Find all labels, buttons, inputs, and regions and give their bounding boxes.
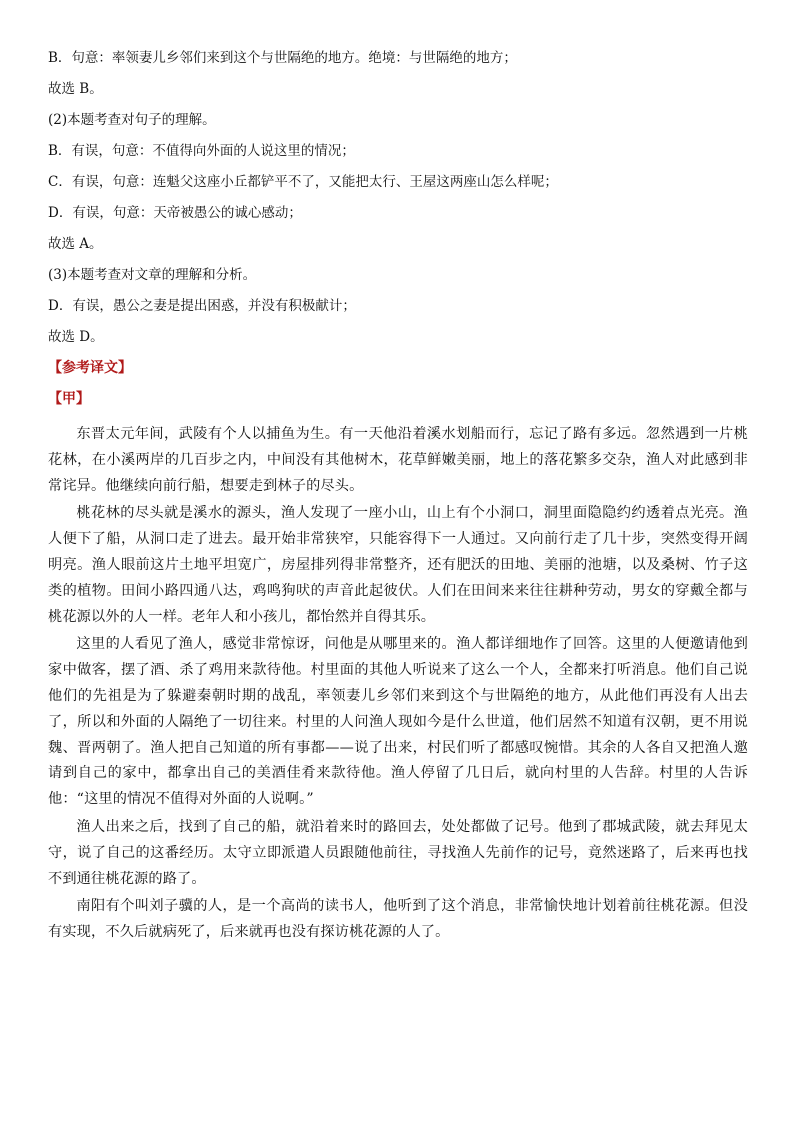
document-page (48, 50, 748, 948)
answer-line: C．有误，句意：连魁父这座小丘都铲平不了，又能把太行、王屋这两座山怎么样呢； (48, 174, 558, 190)
answer-line: D．有误，句意：天帝被愚公的诚心感动； (48, 205, 302, 221)
translation-paragraph: 东晋太元年间，武陵有个人以捕鱼为生。有一天他沿着溪水划船而行，忘记了路有多远。忽然遇到一片桃花林，在小溪两岸的几百步之内，中间没有其他树木，花草鲜嫩美丽，地上的落花繁多交杂，渔人对此感到非常诧异。他继续向前行船，想要走到林子的尽头。 (48, 426, 748, 494)
answer-line: B．句意：率领妻儿乡邻们来到这个与世隔绝的地方。绝境：与世隔绝的地方； (48, 50, 517, 66)
answer-line: 故选 A。 (48, 236, 103, 252)
answer-line: 故选 D。 (48, 329, 104, 345)
translation-paragraph: 渔人出来之后，找到了自己的船，就沿着来时的路回去，处处都做了记号。他到了郡城武陵，就去拜见太守，说了自己的这番经历。太守立即派遣人员跟随他前往，寻找渔人先前作的记号，竟然迷路了，后来再也找不到通往桃花源的路了。 (48, 818, 748, 887)
answer-line: B．有误，句意：不值得向外面的人说这里的情况； (48, 143, 355, 159)
answer-line: (3)本题考查对文章的理解和分析。 (48, 267, 257, 283)
translation-paragraph: 这里的人看见了渔人，感觉非常惊讶，问他是从哪里来的。渔人都详细地作了回答。这里的人便邀请他到家中做客，摆了酒、杀了鸡用来款待他。村里面的其他人听说来了这么一个人，全都来打听消息。他们自己说他们的先祖是为了躲避秦朝时期的战乱，率领妻儿乡邻们来到这个与世隔绝的地方，从此他们再没有人出去了，所以和外面的人隔绝了一切往来。村里的人问渔人现如今是什么世道，他们居然不知道有汉朝，更不用说魏、晋两朝了。渔人把自己知道的所有事都——说了出来，村民们听了都感叹惋惜。其余的人各自又把渔人邀请到自己的家中，都拿出自己的美酒佳肴来款待他。渔人停留了几日后，就向村里的人告辞。村里的人告诉他：“这里的情况不值得对外面的人说啊。” (48, 636, 748, 808)
subsection-title: 【甲】 (48, 391, 90, 407)
answer-line: (2)本题考查对句子的理解。 (48, 112, 216, 128)
section-title: 【参考译文】 (48, 360, 132, 376)
answer-line: D．有误，愚公之妻是提出困惑，并没有积极献计； (48, 298, 356, 314)
translation-paragraph: 南阳有个叫刘子骥的人，是一个高尚的读书人，他听到了这个消息，非常愉快地计划着前往桃花源。但没有实现，不久后就病死了，后来就再也没有探访桃花源的人了。 (48, 898, 748, 941)
answer-line: 故选 B。 (48, 81, 103, 97)
translation-paragraph: 桃花林的尽头就是溪水的源头，渔人发现了一座小山，山上有个小洞口，洞里面隐隐约约透着点光亮。渔人便下了船，从洞口走了进去。最开始非常狭窄，只能容得下一人通过。又向前行走了几十步，突然变得开阔明亮。渔人眼前这片土地平坦宽广，房屋排列得非常整齐，还有肥沃的田地、美丽的池塘，以及桑树、竹子这类的植物。田间小路四通八达，鸡鸣狗吠的声音此起彼伏。人们在田间来来往往耕种劳动，男女的穿戴全都与桃花源以外的人一样。老年人和小孩儿，都怡然并自得其乐。 (48, 505, 748, 625)
